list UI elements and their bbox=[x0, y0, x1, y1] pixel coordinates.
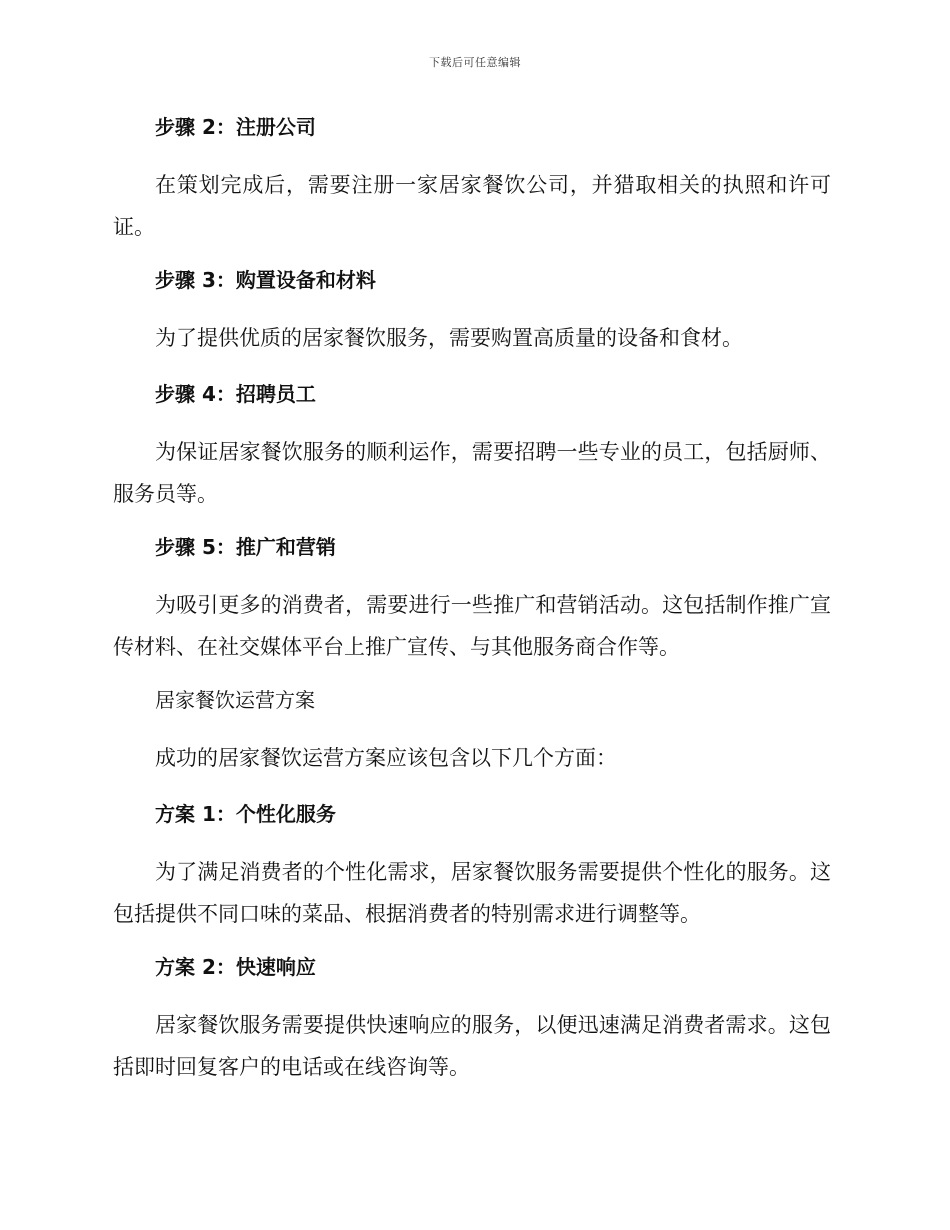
section-heading-step-3: 步骤 3：购置设备和材料 bbox=[155, 268, 376, 292]
paragraph-recruit-staff: 为保证居家餐饮服务的顺利运作，需要招聘一些专业的员工，包括厨师、服务员等。 bbox=[113, 440, 831, 506]
document-body bbox=[113, 112, 831, 1105]
section-heading-step-4: 步骤 4：招聘员工 bbox=[155, 382, 316, 406]
paragraph-quick-response: 居家餐饮服务需要提供快速响应的服务，以便迅速满足消费者需求。这包括即时回复客户的电话或在线咨询等。 bbox=[113, 1013, 831, 1079]
paragraph-purchase-equipment: 为了提供优质的居家餐饮服务，需要购置高质量的设备和食材。 bbox=[155, 326, 743, 350]
section-heading-plan-1: 方案 1：个性化服务 bbox=[155, 802, 336, 826]
paragraph-marketing: 为吸引更多的消费者，需要进行一些推广和营销活动。这包括制作推广宣传材料、在社交媒体平台上推广宣传、与其他服务商合作等。 bbox=[113, 593, 831, 659]
section-heading-operation-plan: 居家餐饮运营方案 bbox=[155, 688, 315, 712]
paragraph-operation-intro: 成功的居家餐饮运营方案应该包含以下几个方面： bbox=[155, 746, 617, 770]
section-heading-step-5: 步骤 5：推广和营销 bbox=[155, 535, 336, 559]
paragraph-personalized-service: 为了满足消费者的个性化需求，居家餐饮服务需要提供个性化的服务。这包括提供不同口味的菜品、根据消费者的特别需求进行调整等。 bbox=[113, 860, 831, 926]
section-heading-step-2: 步骤 2：注册公司 bbox=[155, 115, 316, 139]
section-heading-plan-2: 方案 2：快速响应 bbox=[155, 955, 316, 979]
page-header: 下载后可任意编辑 bbox=[429, 56, 521, 69]
paragraph-register-company: 在策划完成后，需要注册一家居家餐饮公司，并猎取相关的执照和许可证。 bbox=[113, 173, 831, 239]
